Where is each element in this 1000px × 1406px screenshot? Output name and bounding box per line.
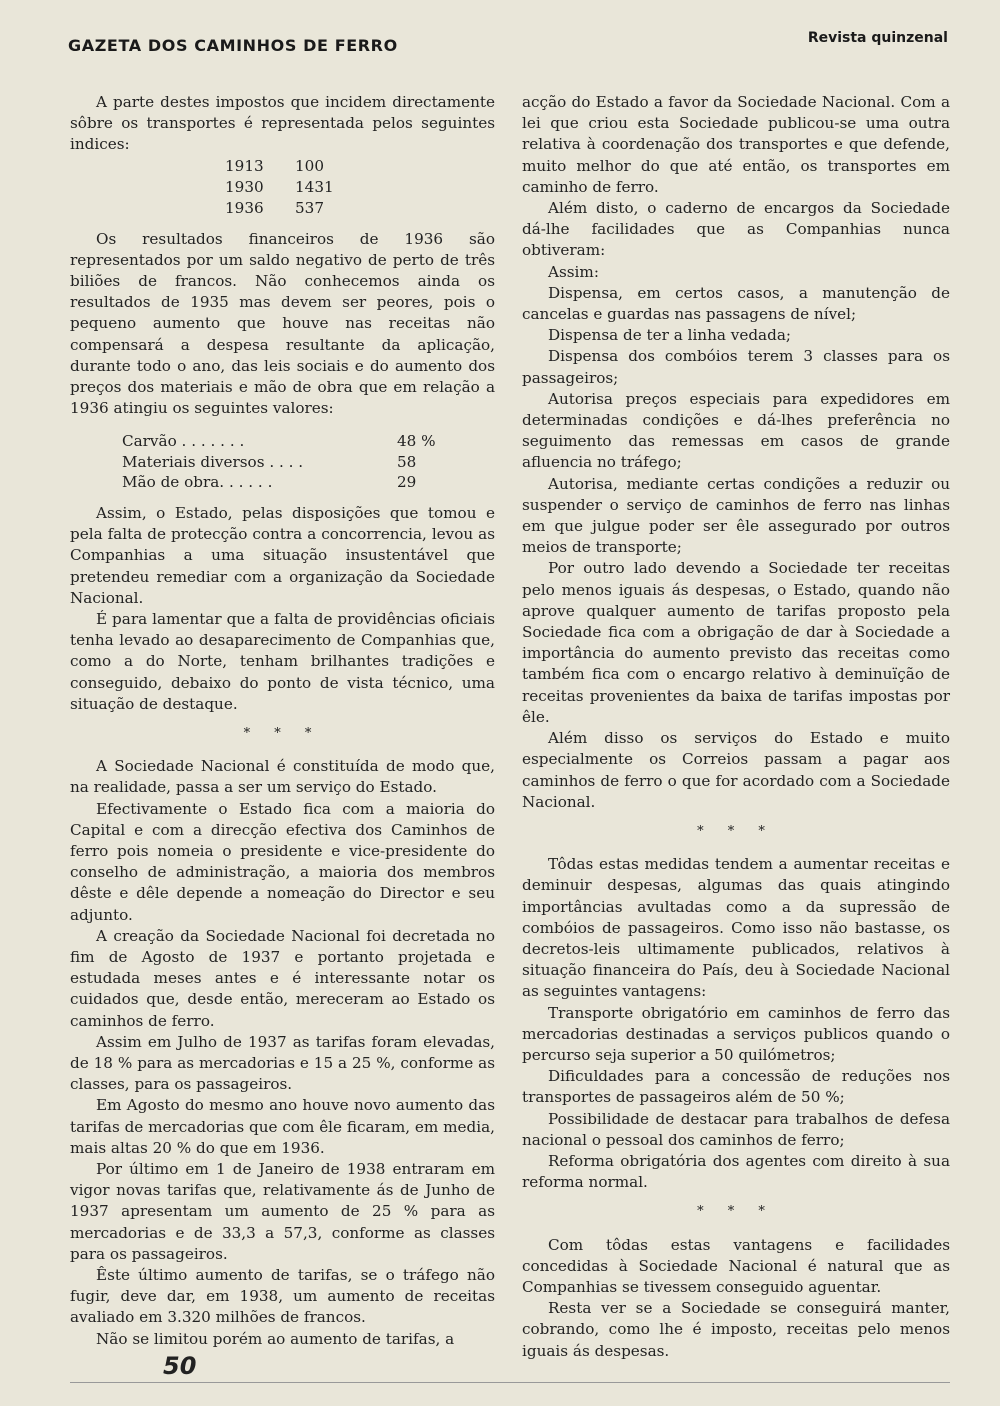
paragraph: Dispensa de ter a linha vedada;	[548, 326, 791, 345]
left-column	[70, 92, 495, 1350]
table-row	[122, 452, 436, 473]
paragraph: Dificuldades para a concessão de reduções nos transportes de passageiros além de 50 %;	[522, 1067, 950, 1107]
table-cell: 1930	[225, 177, 264, 196]
table-row	[122, 431, 436, 452]
journal-title: GAZETA DOS CAMINHOS DE FERRO	[68, 36, 398, 55]
paragraph: Assim, o Estado, pelas disposições que tomou e pela falta de protecção contra a concorrencia, levou as Companhias a uma situação insustentável que pretendeu remediar com a organização da Sociedade Nacional.	[70, 503, 495, 607]
paragraph: Com tôdas estas vantagens e facilidades concedidas à Sociedade Nacional é natural que as Companhias se tivessem conseguido aguentar.	[522, 1235, 950, 1296]
table-row	[225, 177, 355, 198]
table-cell: 29	[397, 473, 417, 492]
paragraph: Autorisa preços especiais para expedidores em determinadas condições e dá-lhes preferência no seguimento das remessas em casos de grande afluencia no tráfego;	[522, 389, 950, 472]
paragraph: Além disso os serviços do Estado e muito especialmente os Correios passam a pagar aos caminhos de ferro o que for acordado com a Sociedade Nacional.	[522, 729, 950, 811]
paragraph: Dispensa dos combóios terem 3 classes para os passageiros;	[522, 347, 950, 387]
section-separator: * * *	[243, 725, 322, 741]
table-cell: 1936	[225, 198, 264, 217]
bottom-divider	[70, 1382, 950, 1383]
table-row	[122, 472, 436, 493]
paragraph: Em Agosto do mesmo ano houve novo aumento das tarifas de mercadorias que com êle ficaram, em media, mais altas 20 % do que em 1936.	[70, 1096, 495, 1157]
page-number: 50	[163, 1352, 197, 1380]
index-table	[225, 156, 355, 219]
table-cell: 537	[295, 198, 324, 217]
paragraph: Assim em Julho de 1937 as tarifas foram elevadas, de 18 % para as mercadorias e 15 a 25 %, conforme as classes, para os passageiros.	[70, 1032, 495, 1094]
paragraph: Resta ver se a Sociedade se conseguirá manter, cobrando, como lhe é imposto, receitas pelo menos iguais ás despesas.	[522, 1299, 950, 1360]
section-separator: * * *	[697, 1204, 775, 1220]
table-cell: Mão de obra. . . . . .	[122, 473, 273, 492]
paragraph: Autorisa, mediante certas condições a reduzir ou suspender o serviço de caminhos de ferro nas linhas em que julgue poder ser êle assegurado por outros meios de transporte;	[522, 474, 950, 557]
paragraph: A parte destes impostos que incidem directamente sôbre os transportes é representada pelos seguintes indices:	[70, 93, 495, 154]
paragraph: Os resultados financeiros de 1936 são representados por um saldo negativo de perto de três biliões de francos. Não conhecemos ainda os resultados de 1935 mas devem ser peores, pois o pequeno aumento que houve nas receitas não compensará a despesa resultante da aplicação, durante todo o ano, das leis sociais e do aumento dos preços dos materiais e mão de obra que em relação a 1936 atingiu os seguintes valores:	[70, 229, 495, 418]
table-cell: 1913	[225, 156, 264, 175]
paragraph: Transporte obrigatório em caminhos de ferro das mercadorias destinadas a serviços publicos quando o percurso seja superior a 50 quilómetros;	[522, 1003, 950, 1064]
journal-subtitle: Revista quinzenal	[807, 30, 948, 46]
paragraph: Assim:	[548, 262, 599, 281]
table-cell: 58	[397, 452, 417, 471]
table-row	[225, 198, 355, 219]
paragraph: É para lamentar que a falta de providências oficiais tenha levado ao desaparecimento de Companhias que, como a do Norte, tenham brilhantes tradições e conseguido, debaixo do ponto de vista técnico, uma situação de destaque.	[70, 609, 495, 713]
paragraph: Por último em 1 de Janeiro de 1938 entraram em vigor novas tarifas que, relativamente ás de Junho de 1937 apresentam um aumento de 25 % para as mercadorias e de 33,3 a 57,3, conforme as classes para os passageiros.	[70, 1160, 495, 1263]
table-cell: 1431	[295, 177, 334, 196]
paragraph: Não se limitou porém ao aumento de tarifas, a	[96, 1329, 455, 1348]
paragraph: Efectivamente o Estado fica com a maioria do Capital e com a direcção efectiva dos Caminhos de ferro pois nomeia o presidente e vice-presidente do conselho de administração, a maioria dos membros dêste e dêle depende a nomeação do Director e seu adjunto.	[70, 799, 495, 924]
table-cell: Carvão . . . . . . .	[122, 432, 245, 451]
paragraph: Por outro lado devendo a Sociedade ter receitas pelo menos iguais ás despesas, o Estado, quando não aprove qualquer aumento de tarifas proposto pela Sociedade fica com a obrigação de dar à Sociedade a importância do aumento previsto das receitas como também fica com o encargo relativo à deminuïção de receitas provenientes da baixa de tarifas impostas por êle.	[522, 559, 950, 726]
paragraph: A creação da Sociedade Nacional foi decretada no fim de Agosto de 1937 e portanto projetada e estudada meses antes e é interessante notar os cuidados que, desde então, mereceram ao Estado os caminhos de ferro.	[70, 926, 495, 1030]
table-cell: 48 %	[397, 432, 436, 451]
paragraph: Dispensa, em certos casos, a manutenção de cancelas e guardas nas passagens de nível;	[522, 283, 950, 324]
paragraph: Êste último aumento de tarifas, se o tráfego não fugir, deve dar, em 1938, um aumento de receitas avaliado em 3.320 milhões de francos.	[70, 1266, 495, 1327]
paragraph: Além disto, o caderno de encargos da Sociedade dá-lhe facilidades que as Companhias nunca obtiveram:	[522, 199, 950, 260]
cost-table	[122, 431, 436, 493]
paragraph: Reforma obrigatória dos agentes com direito à sua reforma normal.	[522, 1151, 950, 1192]
paragraph: Possibilidade de destacar para trabalhos de defesa nacional o pessoal dos caminhos de ferro;	[522, 1109, 950, 1149]
table-row	[225, 156, 355, 177]
table-cell: Materiais diversos . . . .	[122, 452, 304, 471]
paragraph: A Sociedade Nacional é constituída de modo que, na realidade, passa a ser um serviço do Estado.	[70, 757, 495, 797]
paragraph: Tôdas estas medidas tendem a aumentar receitas e deminuir despesas, algumas das quais atingindo importâncias avultadas como a da supressão de combóios de passageiros. Como isso não bastasse, os decretos-leis ultimamente publicados, relativos à situação financeira do País, deu à Sociedade Nacional as seguintes vantagens:	[522, 855, 950, 1001]
table-cell: 100	[295, 156, 324, 175]
right-column	[522, 92, 950, 1362]
section-separator: * * *	[697, 823, 775, 839]
paragraph: acção do Estado a favor da Sociedade Nacional. Com a lei que criou esta Sociedade publicou-se uma outra relativa à coordenação dos transportes e que defende, muito melhor do que até então, os transportes em caminho de ferro.	[522, 93, 950, 196]
